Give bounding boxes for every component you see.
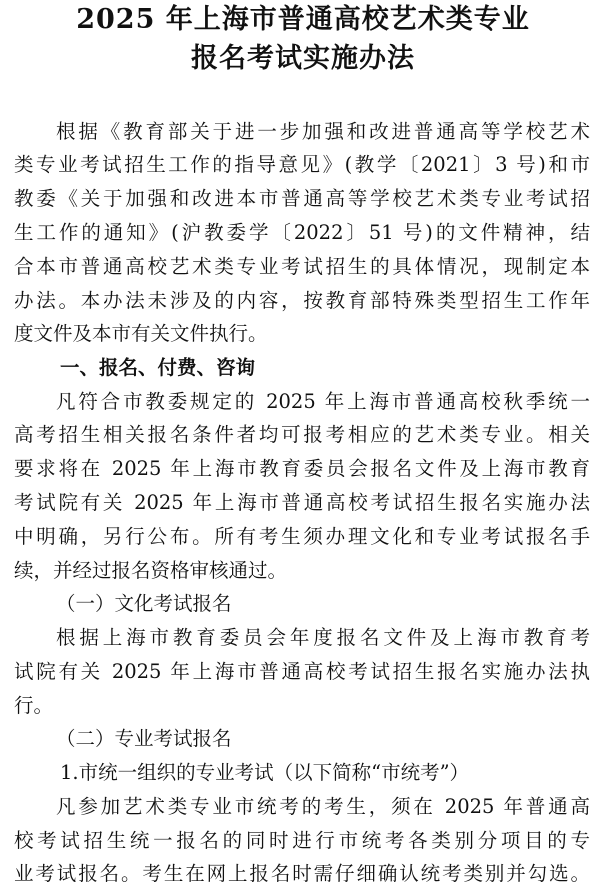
subsection1-line: 行。 xyxy=(14,694,54,717)
subsection-heading: （一）文化考试报名 xyxy=(56,592,232,615)
section1-line: 要求将在 2025 年上海市教育委员会报名文件及上海市教育 xyxy=(14,457,590,480)
section1-line: 高考招生相关报名条件者均可报考相应的艺术类专业。相关 xyxy=(14,423,590,446)
section-heading: 一、报名、付费、咨询 xyxy=(60,356,256,379)
section1-line: 中明确，另行公布。所有考生须办理文化和专业考试报名手 xyxy=(14,525,590,548)
subsection-heading: （二）专业考试报名 xyxy=(56,727,232,750)
section1-line: 续，并经过报名资格审核通过。 xyxy=(14,559,288,582)
intro-line: 度文件及本市有关文件执行。 xyxy=(14,322,268,345)
subsection2-line: 校考试招生统一报名的同时进行市统考各类别分项目的专 xyxy=(14,829,590,852)
document-title-line-1: 2025 年上海市普通高校艺术类专业 xyxy=(76,4,530,35)
intro-line: 合本市普通高校艺术类专业考试招生的具体情况，现制定本 xyxy=(14,255,590,278)
intro-line: 根据《教育部关于进一步加强和改进普通高等学校艺术 xyxy=(56,120,590,143)
document-title-line-2: 报名考试实施办法 xyxy=(191,43,415,74)
subsection2-line: 凡参加艺术类专业市统考的考生，须在 2025 年普通高 xyxy=(56,795,590,818)
section1-line: 考试院有关 2025 年上海市普通高校考试招生报名实施办法 xyxy=(14,491,590,514)
subsection1-line: 试院有关 2025 年上海市普通高校考试招生报名实施办法执 xyxy=(14,660,590,683)
intro-line: 办法。本办法未涉及的内容，按教育部特殊类型招生工作年 xyxy=(14,289,590,312)
subsection1-line: 根据上海市教育委员会年度报名文件及上海市教育考 xyxy=(56,626,590,649)
intro-line: 类专业考试招生工作的指导意见》(教学〔2021〕3 号)和市 xyxy=(14,153,590,176)
intro-line: 教委《关于加强和改进本市普通高等学校艺术类专业考试招 xyxy=(14,187,590,210)
subsection2-line: 业考试报名。考生在网上报名时需仔细确认统考类别并勾选。 xyxy=(14,862,590,885)
section1-line: 凡符合市教委规定的 2025 年上海市普通高校秋季统一 xyxy=(56,390,590,413)
intro-line: 生工作的通知》(沪教委学〔2022〕51 号)的文件精神，结 xyxy=(14,221,590,244)
item-heading: 1.市统一组织的专业考试（以下简称“市统考”） xyxy=(60,761,470,784)
